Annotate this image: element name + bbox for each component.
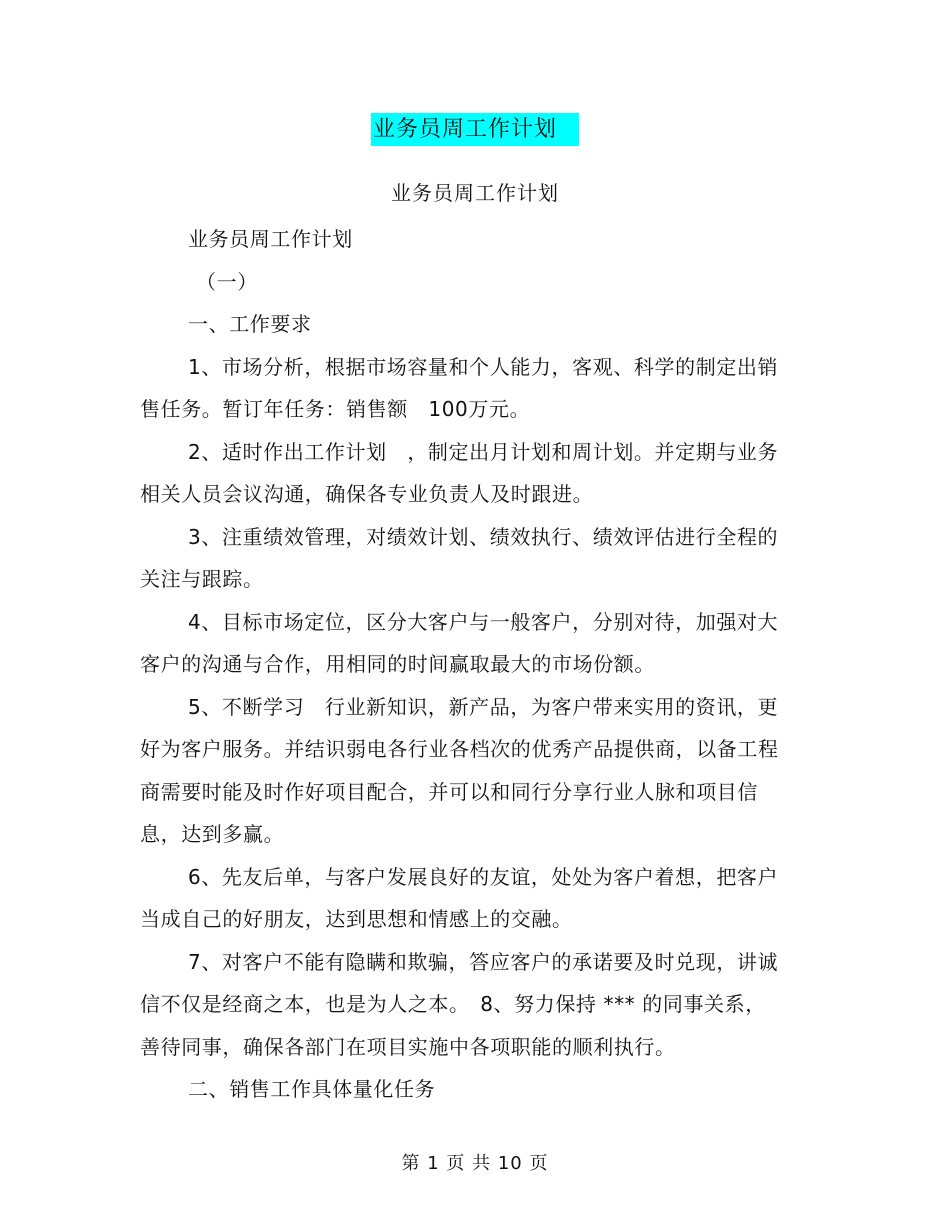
paragraph-item: 5、不断学习 行业新知识，新产品，为客户带来实用的资讯，更好为客户服务。并结识弱电各行业各档次的优秀产品提供商，以备工程商需要时能及时作好项目配合，并可以和同行分享行业人脉和项目信息，达到多赢。 <box>140 694 779 846</box>
document-title: 业务员周工作计划 <box>371 113 579 146</box>
paragraph-section-number: （一） <box>196 269 258 294</box>
paragraph-item: 7、对客户不能有隐瞒和欺骗，答应客户的承诺要及时兑现，讲诚信不仅是经商之本，也是为人之本。 8、努力保持 *** 的同事关系，善待同事，确保各部门在项目实施中各项职能的顺利执行。 <box>140 949 779 1059</box>
document-body <box>140 218 780 1111</box>
paragraph-heading: 业务员周工作计划 <box>188 227 353 251</box>
page-footer: 第 1 页 共 10 页 <box>401 1153 549 1174</box>
paragraph-item: 3、注重绩效管理，对绩效计划、绩效执行、绩效评估进行全程的关注与跟踪。 <box>140 524 779 591</box>
paragraph-item: 1、市场分析，根据市场容量和个人能力，客观、科学的制定出销售任务。暂订年任务：销售额 100万元。 <box>140 354 779 421</box>
paragraph-section-heading: 二、销售工作具体量化任务 <box>188 1077 436 1101</box>
title-wrapper <box>0 113 950 146</box>
document-subtitle: 业务员周工作计划 <box>391 181 559 205</box>
paragraph-item: 6、先友后单，与客户发展良好的友谊，处处为客户着想，把客户当成自己的好朋友，达到思想和情感上的交融。 <box>140 864 779 931</box>
paragraph-item: 4、目标市场定位，区分大客户与一般客户，分别对待，加强对大客户的沟通与合作，用相同的时间赢取最大的市场份额。 <box>140 609 779 676</box>
paragraph-item: 2、适时作出工作计划 ，制定出月计划和周计划。并定期与业务相关人员会议沟通，确保各专业负责人及时跟进。 <box>140 439 779 506</box>
paragraph-section-heading: 一、工作要求 <box>188 312 312 336</box>
